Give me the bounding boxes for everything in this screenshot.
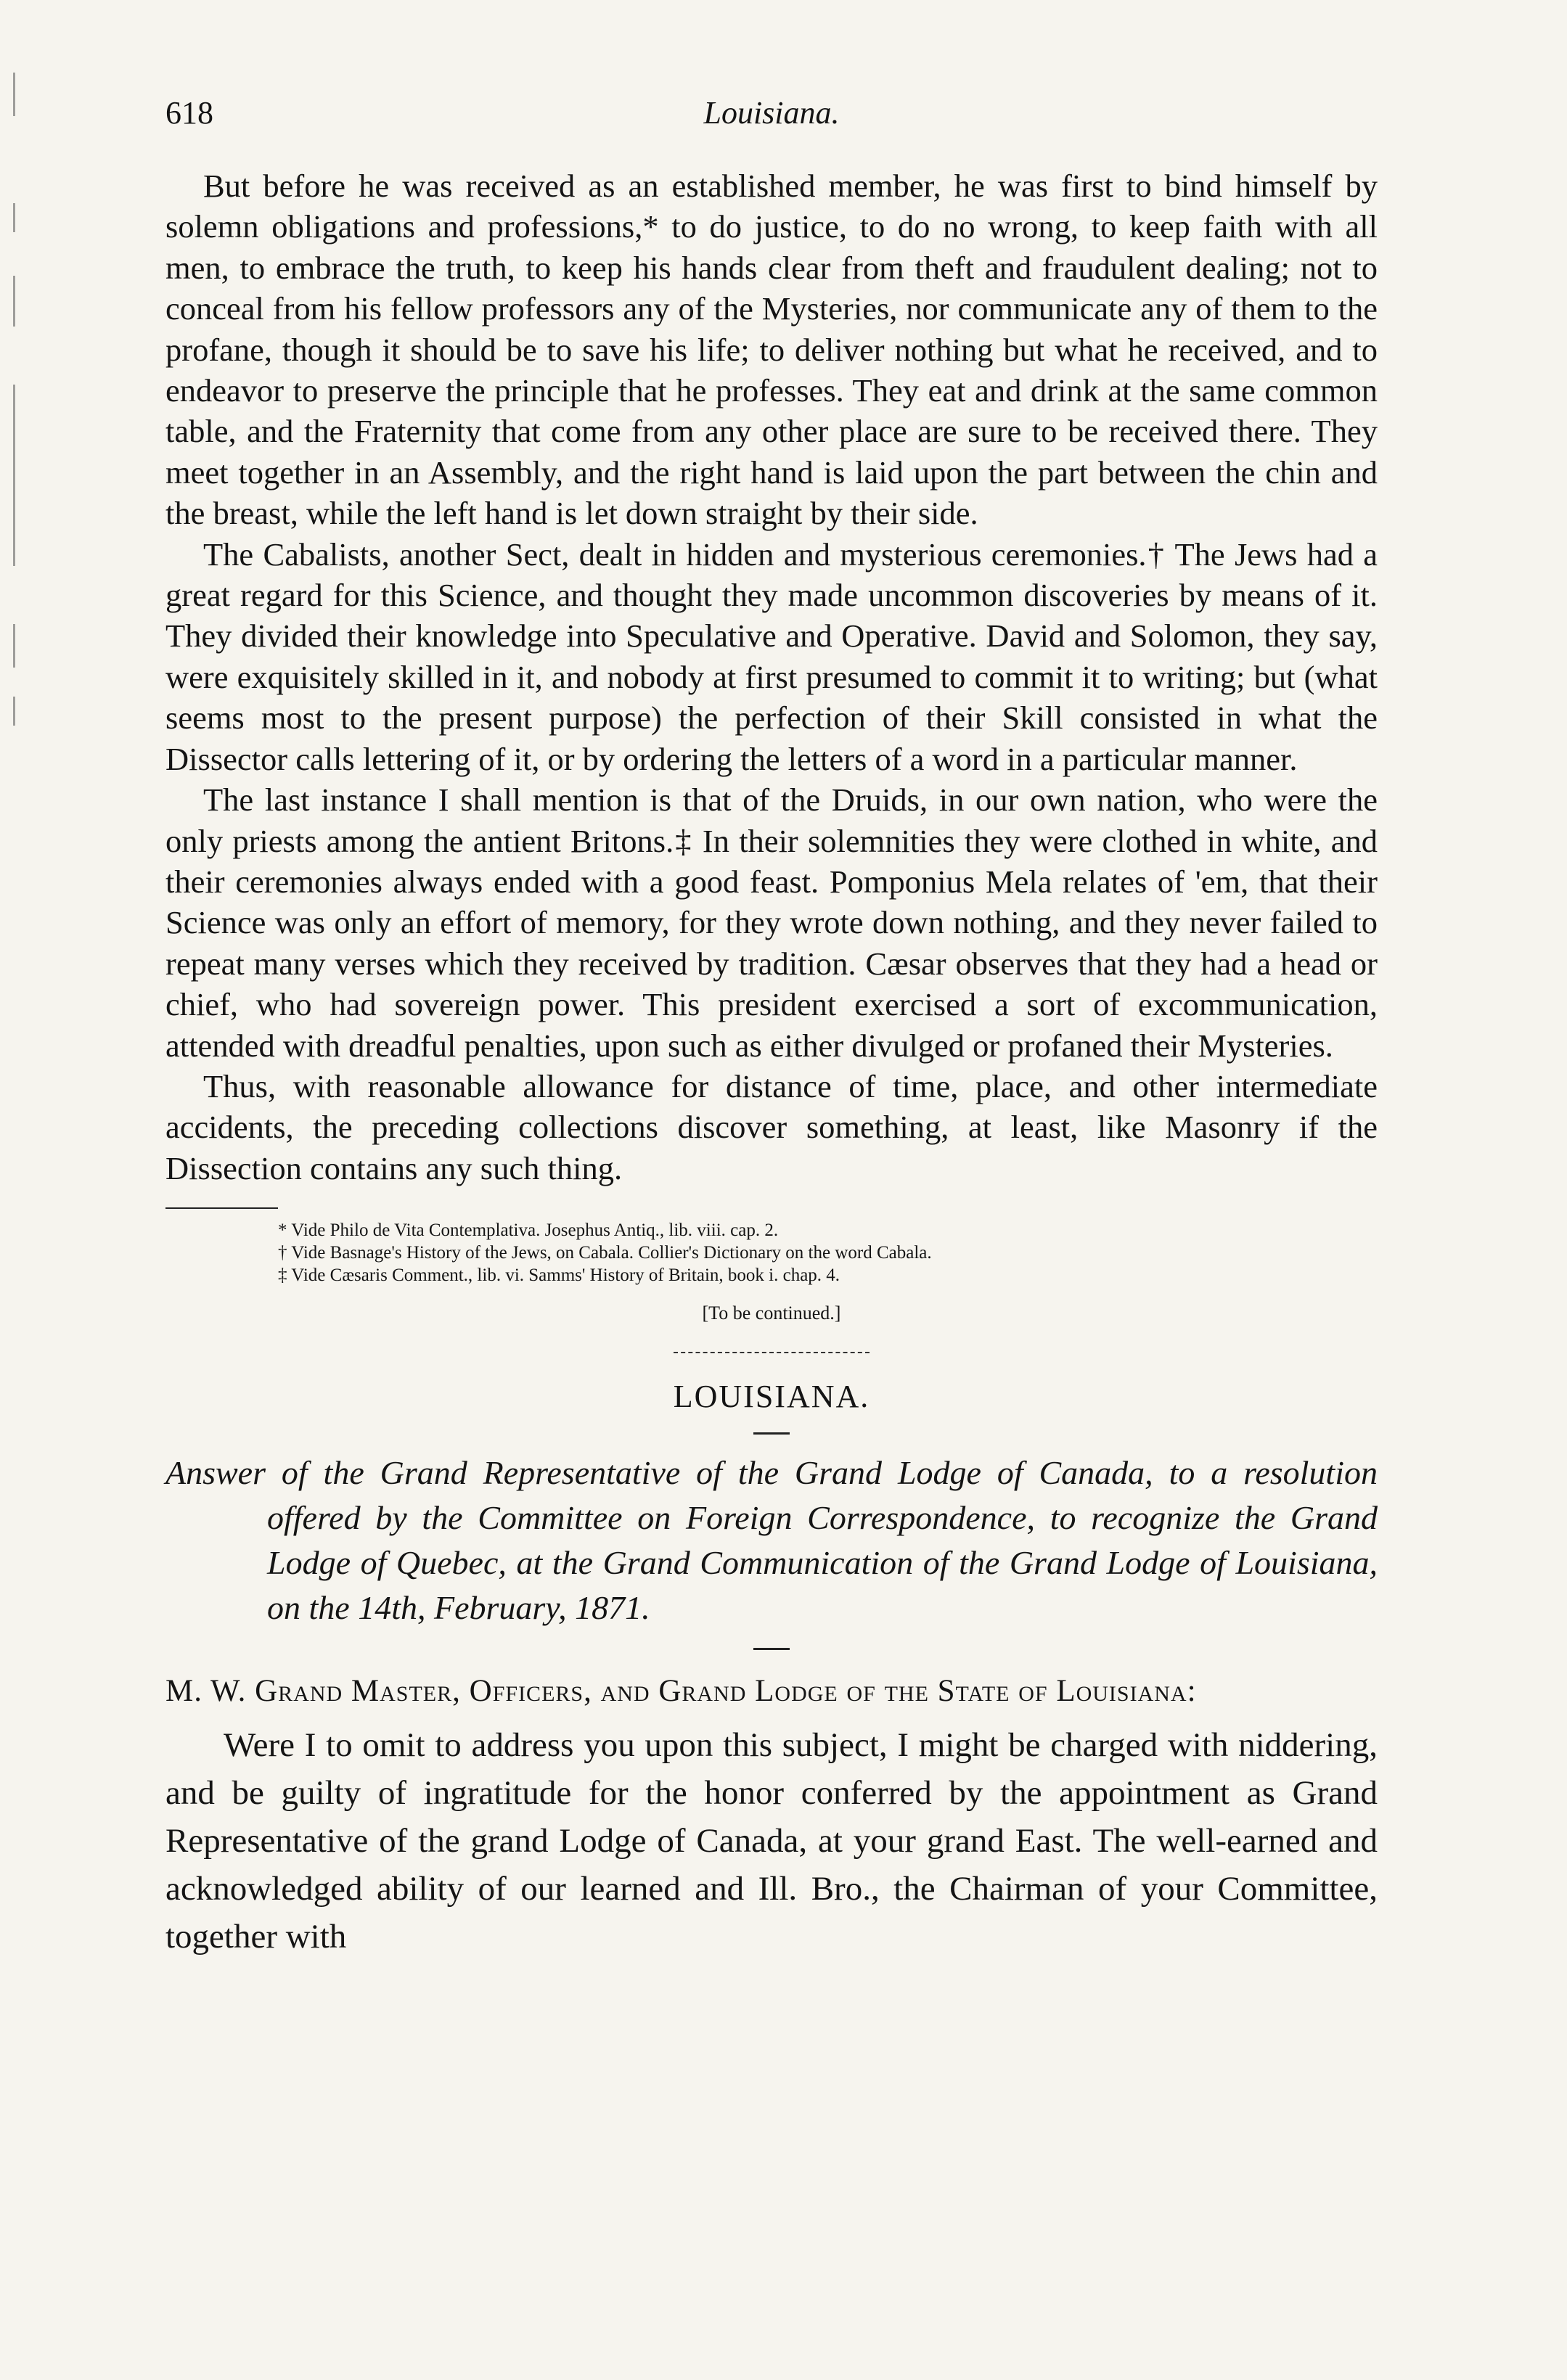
footnote: ‡ Vide Cæsaris Comment., lib. vi. Samms' History of Britain, book i. chap. 4. xyxy=(278,1265,840,1286)
body-paragraph: The last instance I shall mention is that of the Druids, in our own nation, who were the only priests among the antient Britons.‡ In their solemnities they were clothed in white, and their ceremonies always ended with a good feast. Pomponius Mela relates of 'em, that their Science was only an effort of memory, for they wrote down nothing, and they never failed to repeat many verses which they received by tradition. Cæsar observes that they had a head or chief, who had sovereign power. This president exercised a sort of excommunication, attended with dreadful penalties, upon such as either divulged or profaned their Mysteries. xyxy=(165,781,1378,1064)
footnotes xyxy=(165,1219,1378,1287)
title-rule xyxy=(753,1432,790,1435)
running-title: Louisiana. xyxy=(703,95,840,131)
section-separator xyxy=(674,1352,870,1353)
continued-note: [To be continued.] xyxy=(702,1302,841,1324)
letter-body xyxy=(165,1721,1378,1961)
running-head xyxy=(165,94,1378,145)
footnote: * Vide Philo de Vita Contemplativa. Josephus Antiq., lib. viii. cap. 2. xyxy=(278,1220,779,1241)
margin-scan-marks xyxy=(13,73,42,726)
footnote-rule xyxy=(165,1207,278,1209)
salutation-text: M. W. Grand Master, Officers, and Grand Lodge of the State of Louisiana: xyxy=(165,1674,1197,1709)
section-title: LOUISIANA. xyxy=(673,1379,870,1415)
body-paragraph: Thus, with reasonable allowance for distance of time, place, and other intermediate accidents, the preceding collections discover something, at least, like Masonry if the Dissection contains any such thing. xyxy=(165,1067,1378,1186)
body-paragraph: But before he was received as an established member, he was first to bind himself by solemn obligations and professions,* to do justice, to do no wrong, to keep faith with all men, to embrace the truth, to keep his hands clear from theft and fraudulent dealing; not to conceal from his fellow professors any of the Mysteries, nor communicate any of them to the profane, though it should be to save his life; to deliver nothing but what he received, and to endeavor to preserve the principle that he professes. They eat and drink at the same common table, and the Fraternity that come from any other place are sure to be received there. They meet together in an Assembly, and the right hand is laid upon the part between the chin and the breast, while the left hand is let down straight by their side. xyxy=(165,168,1378,532)
letter-paragraph: Were I to omit to address you upon this subject, I might be charged with niddering, and be guilty of ingratitude for the honor conferred by the appointment as Grand Representative of the grand Lodge of Canada, at your grand East. The well-earned and acknowledged ability of our learned and Ill. Bro., the Chairman of your Committee, together with xyxy=(165,1726,1378,1956)
book-page xyxy=(165,94,1378,1961)
subtitle-rule xyxy=(753,1648,790,1650)
body-paragraph: The Cabalists, another Sect, dealt in hidden and mysterious ceremonies.† The Jews had a great regard for this Science, and thought they made uncommon discoveries by means of it. They divided their knowledge into Speculative and Operative. David and Solomon, they say, were exquisitely skilled in it, and nobody at first presumed to commit it to writing; but (what seems most to the present purpose) the perfection of their Skill consisted in what the Dissector calls lettering of it, or by ordering the letters of a word in a particular manner. xyxy=(165,536,1378,777)
section-subtitle: Answer of the Grand Representative of the Grand Lodge of Canada, to a resolution offered by the Committee on Foreign Correspondence, to recognize the Grand Lodge of Quebec, at the Grand Communication of the Grand Lodge of Louisiana, on the 14th, February, 1871. xyxy=(165,1454,1378,1627)
salutation xyxy=(165,1670,1378,1712)
page-number: 618 xyxy=(165,95,213,131)
footnote: † Vide Basnage's History of the Jews, on Cabala. Collier's Dictionary on the word Cabala. xyxy=(278,1243,932,1263)
article-body xyxy=(165,165,1378,1189)
